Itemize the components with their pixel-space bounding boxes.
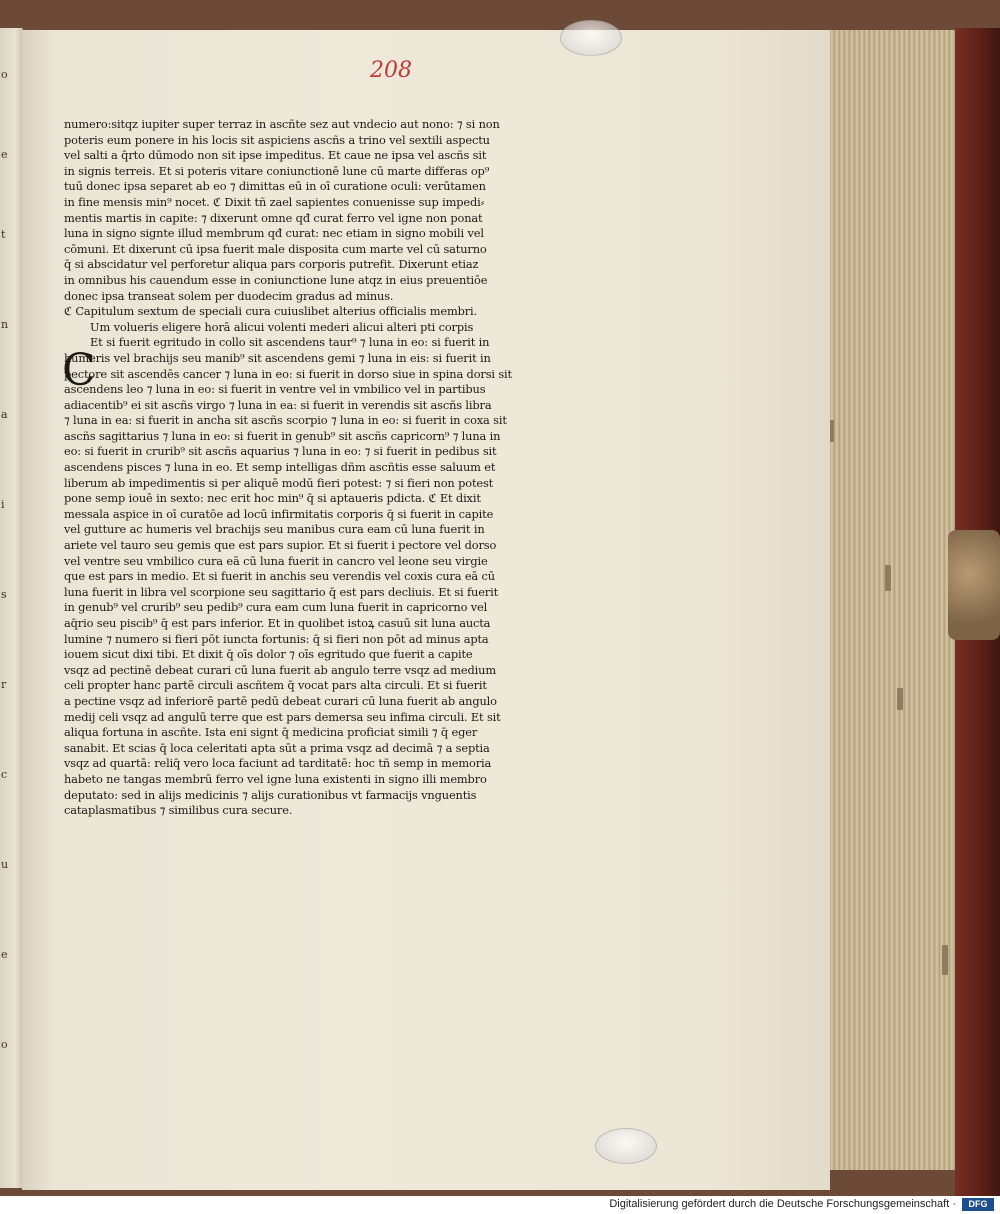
text-line: vel gutture ac humeris vel brachijs seu manibus cura eam cū luna fuerit in xyxy=(64,522,485,537)
text-line: ariete vel tauro seu gemis que est pars supior. Et si fuerit i pectore vel dorso xyxy=(64,538,497,553)
page-tab-marker xyxy=(885,565,891,591)
text-line: liberum ab impedimentis si per aliquē modū fieri potest: ⁊ si fieri non potest xyxy=(64,475,494,490)
text-line: in fine mensis min⁹ nocet. ℭ Dixit tñ zael sapientes conuenisse sup impedi⸗ xyxy=(64,194,485,209)
text-line: Um volueris eligere horā alicui volenti mederi alicui alteri pti corpis xyxy=(90,319,474,334)
text-line: luna fuerit in libra vel scorpione seu sagittario q̄ est pars decliuis. Et si fuerit xyxy=(64,584,499,599)
folio-number: 208 xyxy=(370,58,412,83)
book-clasp xyxy=(948,530,1000,640)
footer-bar xyxy=(0,1196,1000,1214)
text-line: ascendens leo ⁊ luna in eo: si fuerit in ventre vel in vmbilico vel in partibus xyxy=(64,382,486,397)
text-line: que est pars in medio. Et si fuerit in anchis seu verendis vel coxis cura eā cū xyxy=(64,569,495,584)
glass-weight-top xyxy=(560,20,622,56)
text-line: in genub⁹ vel crurib⁹ seu pedib⁹ cura eam cum luna fuerit in capricorno vel xyxy=(64,600,488,615)
glass-weight-bottom xyxy=(595,1128,657,1164)
facing-page-edge xyxy=(0,28,23,1188)
text-line: pectore sit ascendēs cancer ⁊ luna in eo: si fuerit in dorso siue in spina dorsi sit xyxy=(64,366,512,381)
facing-page-fragment: o xyxy=(1,1038,8,1051)
text-line: donec ipsa transeat solem per duodecim gradus ad minus. xyxy=(64,288,394,303)
text-line: eo: si fuerit in crurib⁹ sit ascñs aquarius ⁊ luna in eo: ⁊ si fuerit in pedibus sit xyxy=(64,444,497,459)
text-line: cōmuni. Et dixerunt cū ipsa fuerit male disposita cum marte vel cū saturno xyxy=(64,241,487,256)
facing-page-fragment: o xyxy=(1,68,8,81)
page-tab-marker xyxy=(897,688,903,710)
text-line: q̄ si abscidatur vel perforetur aliqua pars corporis putrefit. Dixerunt etiaz xyxy=(64,257,479,272)
text-line: lumine ⁊ numero si fieri pōt iuncta fortunis: q̄ si fieri non pōt ad minus apta xyxy=(64,631,489,646)
text-line: sanabit. Et scias q̄ loca celeritati apta sūt a prima vsqz ad decimā ⁊ a septia xyxy=(64,740,490,755)
text-line: aq̄rio seu piscib⁹ q̄ est pars inferior. Et in quolibet istoꝝ casuū sit luna aucta xyxy=(64,616,491,630)
text-line: tuū donec ipsa separet ab eo ⁊ dimittas eū in oī curatione oculi: verūtamen xyxy=(64,179,486,194)
text-line: vsqz ad quartā: reliq̄ vero loca faciunt ad tarditatē: hoc tñ semp in memoria xyxy=(64,756,492,771)
text-line: numero:sitqz iupiter super terraz in ascñte sez aut vndecio aut nono: ⁊ si non xyxy=(64,117,500,131)
facing-page-fragment: e xyxy=(1,148,8,161)
initial-letter: C xyxy=(62,345,96,396)
text-line: celi propter hanc partē circuli ascñtem q̄ vocat pars alta circuli. Et si fuerit xyxy=(64,678,487,693)
dfg-logo: DFG xyxy=(962,1198,994,1211)
text-line: vel salti a q̄rto dūmodo non sit ipse impeditus. Et caue ne ipsa vel ascñs sit xyxy=(64,148,487,163)
text-line: humeris vel brachijs seu manib⁹ sit ascendens gemi ⁊ luna in eis: si fuerit in xyxy=(64,350,491,365)
text-line: in omnibus his cauendum esse in coniunctione lune atqz in eius preuentiōe xyxy=(64,272,488,287)
facing-page-fragment: n xyxy=(1,318,9,331)
text-line: vel ventre seu vmbilico cura eā cū luna fuerit in cancro vel leone seu virgie xyxy=(64,553,488,568)
text-column xyxy=(64,117,604,819)
text-line: habeto ne tangas membrū ferro vel igne luna existenti in signo illi membro xyxy=(64,771,487,786)
text-line: a pectine vsqz ad inferiorē partē pedū debeat curari cū luna fuerit ab angulo xyxy=(64,693,497,708)
text-line: ℭ Capitulum sextum de speciali cura cuiuslibet alterius officialis membri. xyxy=(64,304,477,319)
facing-page-fragment: e xyxy=(1,948,8,961)
facing-page-fragment: i xyxy=(1,498,5,511)
text-line: pone semp iouē in sexto: nec erit hoc min⁹ q̄ si aptaueris pdicta. ℭ Et dixit xyxy=(64,491,481,506)
facing-page-fragment: u xyxy=(1,858,9,871)
facing-page-fragment: r xyxy=(1,678,7,691)
text-line: poteris eum ponere in his locis sit aspiciens ascñs a trino vel sextili aspectu xyxy=(64,132,490,147)
funding-credit: Digitalisierung gefördert durch die Deutsche Forschungsgemeinschaft · xyxy=(609,1198,956,1210)
text-line: Et si fuerit egritudo in collo sit ascendens taur⁹ ⁊ luna in eo: si fuerit in xyxy=(90,335,490,350)
text-line: vsqz ad pectinē debeat curari cū luna fuerit ab angulo terre vsqz ad medium xyxy=(64,662,496,677)
text-line: iouem sicut dixi tibi. Et dixit q̄ oīs dolor ⁊ oīs egritudo que fuerit a capite xyxy=(64,647,473,662)
text-line: ascñs sagittarius ⁊ luna in eo: si fuerit in genub⁹ sit ascñs capricorn⁹ ⁊ luna in xyxy=(64,428,501,443)
text-line: ascendens pisces ⁊ luna in eo. Et semp intelligas dñm ascñtis esse saluum et xyxy=(64,460,496,475)
facing-page-fragment: s xyxy=(1,588,7,601)
text-line: mentis martis in capite: ⁊ dixerunt omne qđ curat ferro vel igne non ponat xyxy=(64,210,483,225)
page-fore-edge xyxy=(820,30,960,1170)
text-line: messala aspice in oī curatōe ad locū infirmitatis corporis q̄ si fuerit in capite xyxy=(64,506,494,521)
text-line: medij celi vsqz ad angulū terre que est pars demersa seu infima circuli. Et sit xyxy=(64,709,501,724)
text-line: in signis terreis. Et si poteris vitare coniunctionē lune cū marte differas op⁹ xyxy=(64,163,490,178)
text-line: aliqua fortuna in ascñte. Ista eni signt q̄ medicina proficiat simili ⁊ q̄ eger xyxy=(64,725,478,740)
text-line: cataplasmatibus ⁊ similibus cura secure. xyxy=(64,803,293,818)
text-line: luna in signo signte illud membrum qđ curat: nec etiam in signo mobili vel xyxy=(64,226,484,241)
text-line: adiacentib⁹ ei sit ascñs virgo ⁊ luna in ea: si fuerit in verendis sit ascñs libra xyxy=(64,397,492,412)
facing-page-fragment: c xyxy=(1,768,8,781)
page-tab-marker xyxy=(942,945,948,975)
text-line: ⁊ luna in ea: si fuerit in ancha sit ascñs scorpio ⁊ luna in eo: si fuerit in coxa sit xyxy=(64,413,507,428)
facing-page-fragment: a xyxy=(1,408,8,421)
text-line: deputato: sed in alijs medicinis ⁊ alijs curationibus vt farmacijs vnguentis xyxy=(64,787,477,802)
facing-page-fragment: t xyxy=(1,228,6,241)
